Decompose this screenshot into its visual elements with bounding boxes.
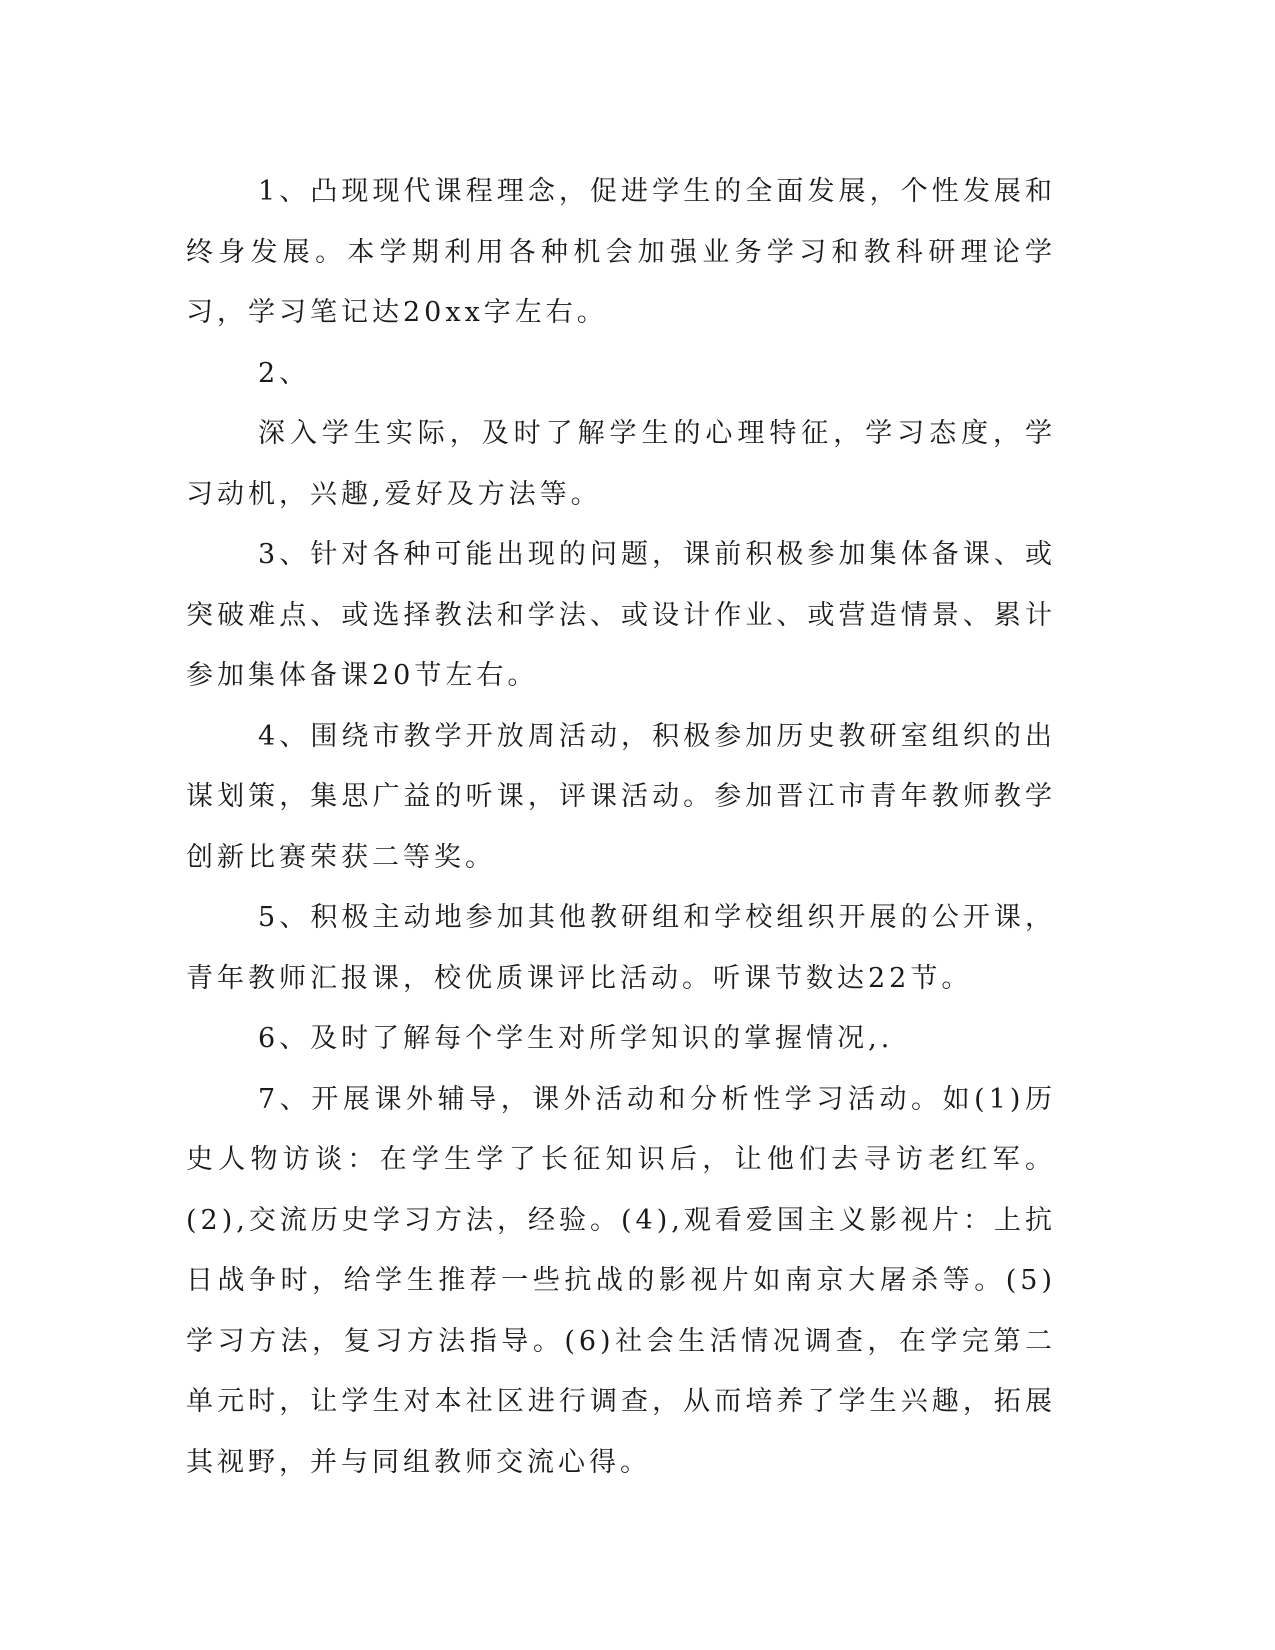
paragraph-3: 深入学生实际，及时了解学生的心理特征，学习态度，学习动机，兴趣,爱好及方法等。 (186, 418, 1056, 510)
paragraph-2: 2、 (258, 357, 311, 389)
paragraph-5: 4、围绕市教学开放周活动，积极参加历史教研室组织的出谋划策，集思广益的听课，评课活动。参加晋江市青年教师教学创新比赛荣获二等奖。 (186, 720, 1056, 873)
paragraph-4: 3、针对各种可能出现的问题，课前积极参加集体备课、或突破难点、或选择教法和学法、或设计作业、或营造情景、累计参加集体备课20节左右。 (186, 539, 1056, 691)
paragraph-1: 1、凸现现代课程理念，促进学生的全面发展，个性发展和终身发展。本学期利用各种机会加强业务学习和教科研理论学习，学习笔记达20xx字左右。 (186, 176, 1056, 328)
paragraph-6: 5、积极主动地参加其他教研组和学校组织开展的公开课，青年教师汇报课，校优质课评比活动。听课节数达22节。 (186, 902, 1056, 994)
paragraph-8: 7、开展课外辅导，课外活动和分析性学习活动。如(1)历史人物访谈：在学生学了长征知识后，让他们去寻访老红军。(2),交流历史学习方法，经验。(4),观看爱国主义影视片：上抗日战争时，给学生推荐一些抗战的影视片如南京大屠杀等。(5)学习方法，复习方法指导。(6)社会生活情况调查，在学完第二单元时，让学生对本社区进行调查，从而培养了学生兴趣，拓展其视野，并与同组教师交流心得。 (186, 1083, 1056, 1478)
paragraph-7: 6、及时了解每个学生对所学知识的掌握情况,. (258, 1023, 894, 1054)
document-body (186, 162, 1056, 1493)
